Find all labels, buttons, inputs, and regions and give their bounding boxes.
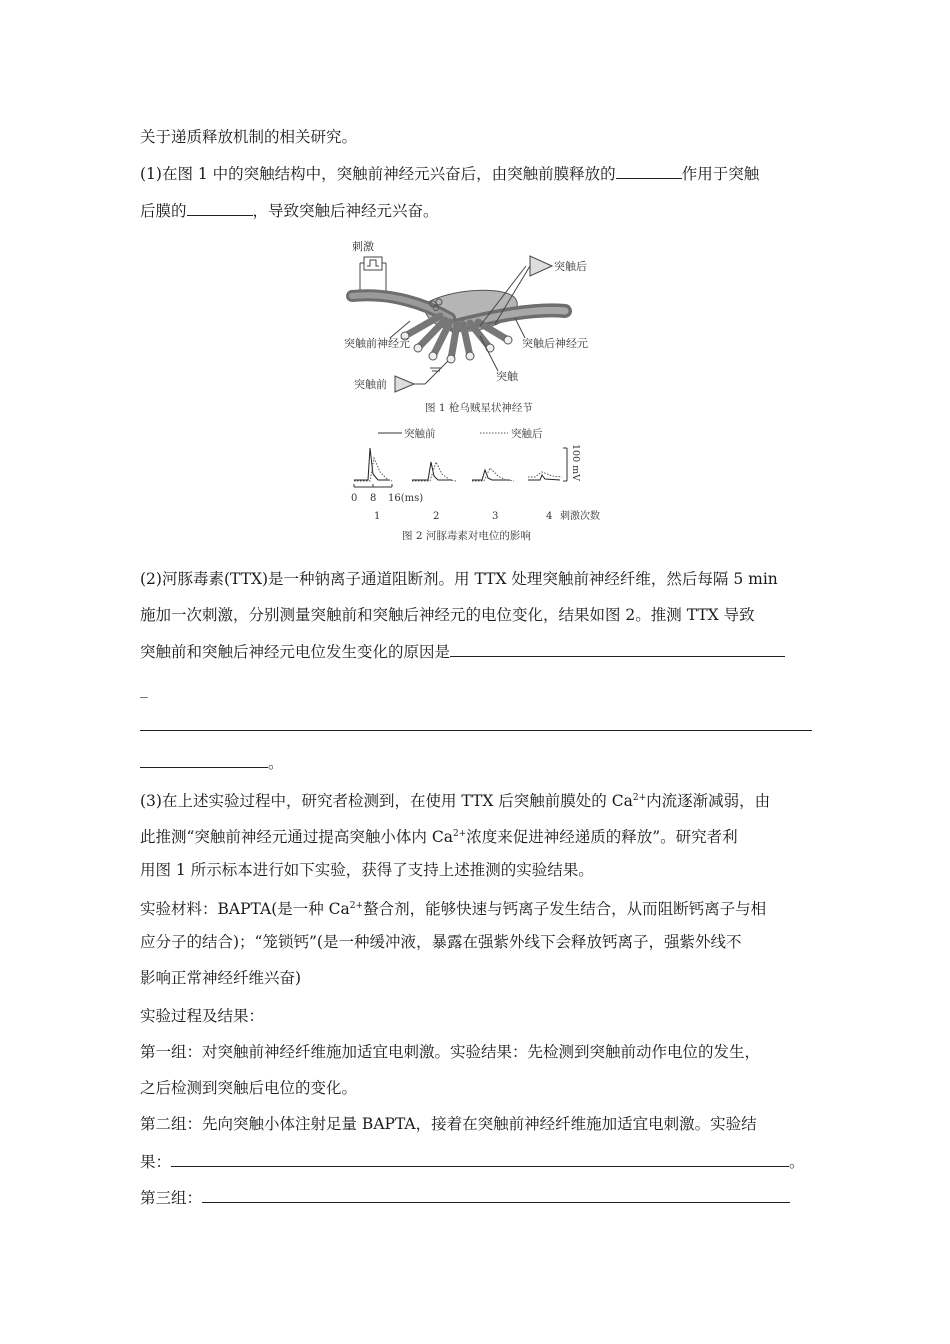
legend-post: 突触后 xyxy=(511,428,543,440)
procedure-heading: 实验过程及结果： xyxy=(140,1007,265,1025)
tick-8: 8 xyxy=(370,493,377,504)
question-2-line-1: (2)河豚毒素(TTX)是一种钠离子通道阻断剂。用 TTX 处理突触前神经纤维，然后每隔 5 min xyxy=(140,570,778,588)
question-1-line-1: (1)在图 1 中的突触结构中，突触前神经元兴奋后，由突触前膜释放的 作用于突触 xyxy=(140,165,760,183)
stim-number-1: 1 xyxy=(374,511,381,522)
post-neuron-label: 突触后神经元 xyxy=(522,337,588,350)
group-3-line: 第三组： xyxy=(140,1187,812,1208)
scale-label: 100 mV xyxy=(570,444,581,482)
tick-0: 0 xyxy=(351,493,358,504)
question-3-line-1: (3)在上述实验过程中，研究者检测到，在使用 TTX 后突触前膜处的 $Ca^{2+}$内流逐渐减弱，由 xyxy=(140,792,771,810)
post-output-label: 突触后 xyxy=(554,260,587,273)
answer-blank[interactable] xyxy=(616,163,682,179)
answer-blank[interactable] xyxy=(450,641,785,657)
materials-line-1: 实验材料：BAPTA(是一种 $Ca^{2+}$螯合剂，能够快速与钙离子发生结合，从而阻断钙离子与相 xyxy=(140,900,767,918)
question-3-line-3: 用图 1 所示标本进行如下实验，获得了支持上述推测的实验结果。 xyxy=(140,861,594,879)
intro-line: 关于递质释放机制的相关研究。 xyxy=(140,128,358,146)
synapse-label: 突触 xyxy=(496,370,518,383)
materials-line-2: 应分子的结合)；“笼锁钙”(是一种缓冲液，暴露在强紫外线下会释放钙离子，强紫外线不 xyxy=(140,933,742,951)
stim-label: 刺激 xyxy=(352,240,374,253)
figure-2-chart xyxy=(351,427,600,542)
group-1-line-2: 之后检测到突触后电位的变化。 xyxy=(140,1079,358,1097)
question-3-line-2: 此推测“突触前神经元通过提高突触小体内 $Ca^{2+}$浓度来促进神经递质的释放”。研究者利 xyxy=(140,828,738,846)
question-1-line-2: 后膜的 ，导致突触后神经元兴奋。 xyxy=(140,202,439,220)
question-2-dash: _ xyxy=(140,680,148,698)
materials-line-3: 影响正常神经纤维兴奋) xyxy=(140,969,302,987)
stim-number-2: 2 xyxy=(433,511,440,522)
x-axis-label: 刺激次数 xyxy=(560,511,600,522)
figure-2-caption: 图 2 河豚毒素对电位的影响 xyxy=(402,530,531,542)
answer-blank[interactable] xyxy=(171,1151,789,1167)
pre-output-label: 突触前 xyxy=(354,378,387,391)
stim-number-4: 4 xyxy=(546,511,553,522)
pre-neuron-label: 突触前神经元 xyxy=(344,337,410,350)
group-1-line-1: 第一组：对突触前神经纤维施加适宜电刺激。实验结果：先检测到突触前动作电位的发生， xyxy=(140,1043,761,1061)
group-2-line-2: 果： 。 xyxy=(140,1153,805,1171)
figure-block xyxy=(330,236,630,551)
question-2-line-3: 突触前和突触后神经元电位发生变化的原因是 xyxy=(140,641,812,662)
legend-pre: 突触前 xyxy=(404,428,436,440)
question-2-line-2: 施加一次刺激，分别测量突触前和突触后神经元的电位变化，结果如图 2。推测 TTX 导致 xyxy=(140,606,755,624)
group-2-line-1: 第二组：先向突触小体注射足量 BAPTA，接着在突触前神经纤维施加适宜电刺激。实验结 xyxy=(140,1115,757,1133)
answer-blank[interactable] xyxy=(140,752,268,768)
answer-blank[interactable] xyxy=(187,200,253,216)
question-2-line-5: 。 xyxy=(140,752,812,773)
answer-rule[interactable] xyxy=(140,730,812,731)
answer-blank[interactable] xyxy=(202,1187,790,1203)
stim-number-3: 3 xyxy=(492,511,499,522)
figure-svg xyxy=(330,236,630,551)
tick-16: 16(ms) xyxy=(388,493,424,504)
figure-1-caption: 图 1 枪乌贼星状神经节 xyxy=(425,402,533,414)
figure-1-diagram xyxy=(344,239,588,414)
